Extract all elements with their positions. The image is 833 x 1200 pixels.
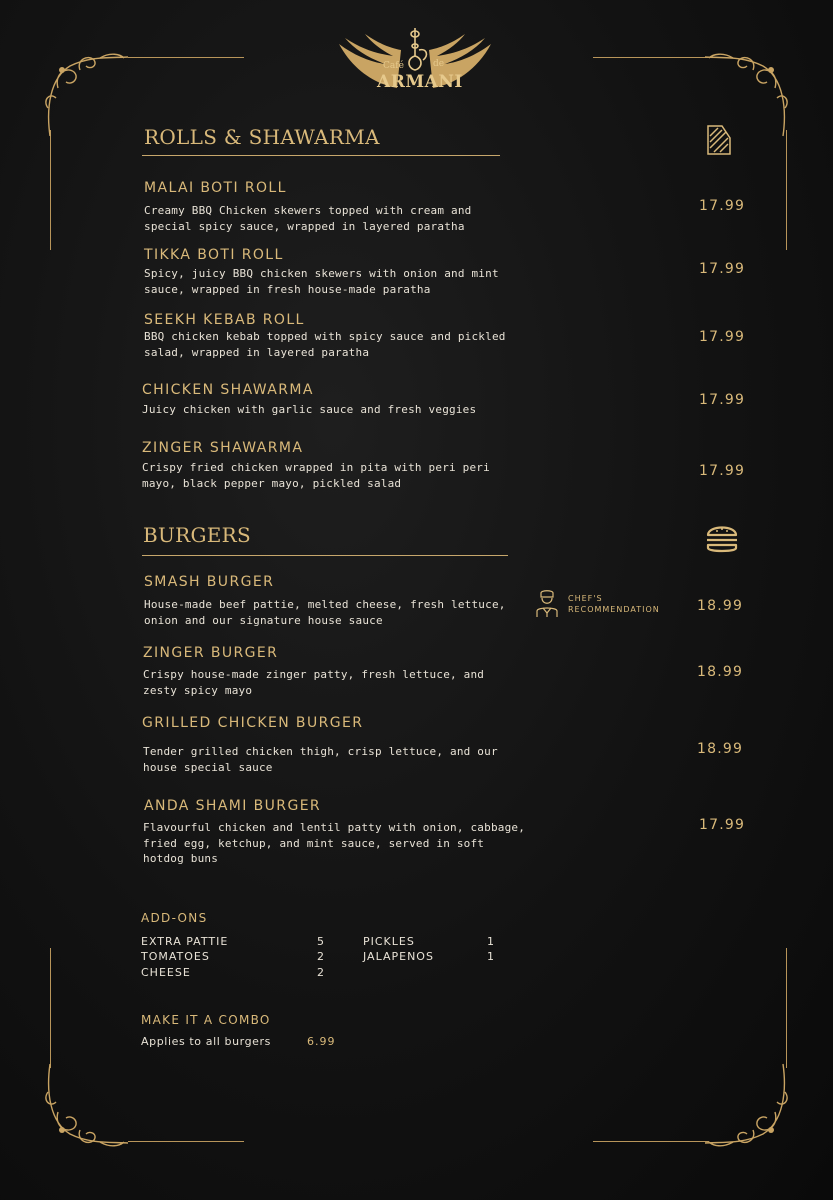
item-name-seekh-kebab-roll: SEEKH KEBAB ROLL [144, 312, 305, 328]
item-desc-anda-shami-burger: Flavourful chicken and lentil patty with onion, cabbage, fried egg, ketchup, and mint sauce, served in soft hotdog buns [143, 821, 526, 865]
item-price-anda-shami-burger: 17.99 [699, 817, 746, 833]
frame-line-right-bottom [786, 948, 787, 1068]
combo-title: MAKE IT A COMBO [141, 1013, 271, 1027]
corner-ornament-bottom-left [40, 1062, 130, 1152]
item-name-grilled-chicken-burger: GRILLED CHICKEN BURGER [142, 715, 364, 731]
corner-ornament-bottom-right [703, 1062, 793, 1152]
item-name-chicken-shawarma: CHICKEN SHAWARMA [142, 382, 314, 398]
item-price-zinger-shawarma: 17.99 [699, 463, 746, 479]
item-desc-malai-boti-roll: Creamy BBQ Chicken skewers topped with cream and special spicy sauce, wrapped in layered paratha [144, 204, 472, 233]
item-desc-grilled-chicken-burger: Tender grilled chicken thigh, crisp lettuce, and our house special sauce [143, 745, 498, 774]
chef-recommendation-label [568, 593, 660, 615]
frame-line-bottom-left [128, 1141, 244, 1142]
section-rule-burgers [142, 555, 508, 556]
item-name-malai-boti-roll: MALAI BOTI ROLL [144, 180, 287, 196]
section-rule-rolls [142, 155, 500, 156]
chef-line-1: CHEF'S [568, 594, 603, 603]
logo-cafe-text: Café [383, 61, 404, 71]
addon-price-tomatoes: 2 [317, 950, 324, 963]
item-desc-zinger-burger: Crispy house-made zinger patty, fresh lettuce, and zesty spicy mayo [143, 668, 485, 697]
item-name-tikka-boti-roll: TIKKA BOTI ROLL [144, 247, 284, 263]
addon-price-jalapenos: 1 [487, 950, 494, 963]
section-title-rolls: ROLLS & SHAWARMA [144, 125, 380, 149]
item-price-smash-burger: 18.99 [697, 598, 744, 614]
item-name-anda-shami-burger: ANDA SHAMI BURGER [144, 798, 322, 814]
combo-text: Applies to all burgers [141, 1035, 271, 1048]
item-name-zinger-shawarma: ZINGER SHAWARMA [142, 440, 304, 456]
item-price-malai-boti-roll: 17.99 [699, 198, 746, 214]
addon-name-tomatoes: TOMATOES [141, 950, 210, 963]
chef-icon [535, 589, 559, 619]
corner-ornament-top-left [40, 48, 130, 138]
addon-price-cheese: 2 [317, 966, 324, 979]
item-desc-smash-burger: House-made beef pattie, melted cheese, fresh lettuce, onion and our signature house sauce [144, 598, 506, 627]
logo-de-text: de [433, 59, 445, 69]
combo-price: 6.99 [307, 1035, 336, 1048]
hookah-icon [409, 28, 426, 70]
section-title-burgers: BURGERS [143, 523, 252, 547]
frame-line-top-left [128, 57, 244, 58]
logo-name-text: ARMANI [377, 72, 463, 92]
item-name-zinger-burger: ZINGER BURGER [143, 645, 279, 661]
item-desc-chicken-shawarma: Juicy chicken with garlic sauce and fresh veggies [142, 403, 477, 416]
item-name-smash-burger: SMASH BURGER [144, 574, 275, 590]
addon-name-jalapenos: JALAPENOS [363, 950, 434, 963]
item-price-grilled-chicken-burger: 18.99 [697, 741, 744, 757]
wrap-roll-icon [704, 122, 734, 158]
addon-name-pickles: PICKLES [363, 935, 415, 948]
item-desc-tikka-boti-roll: Spicy, juicy BBQ chicken skewers with onion and mint sauce, wrapped in fresh house-made paratha [144, 267, 499, 296]
frame-line-top-right [593, 57, 709, 58]
chef-line-2: RECOMMENDATION [568, 605, 660, 614]
item-desc-zinger-shawarma: Crispy fried chicken wrapped in pita with peri peri mayo, black pepper mayo, pickled salad [142, 461, 490, 490]
burger-icon [704, 520, 740, 556]
addon-price-pickles: 1 [487, 935, 494, 948]
item-price-seekh-kebab-roll: 17.99 [699, 329, 746, 345]
item-desc-seekh-kebab-roll: BBQ chicken kebab topped with spicy sauce and pickled salad, wrapped in layered paratha [144, 330, 506, 359]
frame-line-left-top [50, 130, 51, 250]
addons-title: ADD-ONS [141, 911, 208, 925]
addon-name-cheese: CHEESE [141, 966, 191, 979]
item-price-tikka-boti-roll: 17.99 [699, 261, 746, 277]
frame-line-bottom-right [593, 1141, 709, 1142]
addon-name-extra-pattie: EXTRA PATTIE [141, 935, 229, 948]
addon-price-extra-pattie: 5 [317, 935, 324, 948]
item-price-zinger-burger: 18.99 [697, 664, 744, 680]
item-price-chicken-shawarma: 17.99 [699, 392, 746, 408]
cafe-logo [335, 26, 495, 104]
frame-line-left-bottom [50, 948, 51, 1068]
frame-line-right-top [786, 130, 787, 250]
